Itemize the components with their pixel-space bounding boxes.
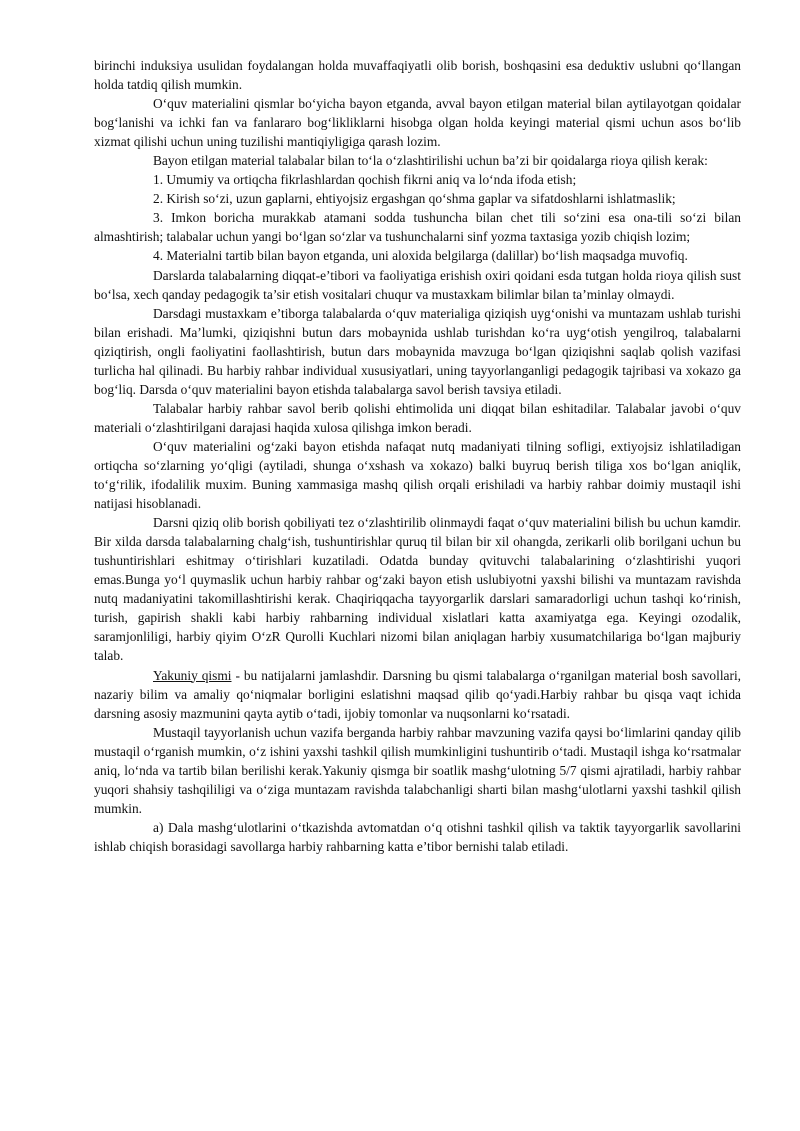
document-page (94, 56, 741, 856)
rule-item-4: 4. Materialni tartib bilan bayon etganda, uni aloxida belgilarga (dalillar) bo‘lish maqsadga muvofiq. (153, 248, 688, 264)
paragraph-questions: Talabalar harbiy rahbar savol berib qolishi ehtimolida uni diqqat bilan eshitadilar. Talabalar javobi o‘quv materiali o‘zlashtirilgani darajasi haqida xulosa qilishga imkon beradi. (94, 400, 741, 435)
paragraph-induction-method: birinchi induksiya usulidan foydalangan holda muvaffaqiyatli olib borish, boshqasini esa deduktiv uslubni qo‘llangan holda tatdiq qilish mumkin. (94, 58, 741, 93)
paragraph-final-part (94, 666, 741, 723)
paragraph-speech-culture: O‘quv materialini og‘zaki bayon etishda nafaqat nutq madaniyati tilning sofligi, extiyojsiz ishlatiladigan ortiqcha so‘zlarning yo‘qligi (aytiladi, shunga o‘xshash va xokazo) balki buyruq berish tiliga xos bo‘lgan aniqlik, to‘g‘rilik, ifodalilik muxim. Buning xammasiga mashq qilish orqali erishiladi va harbiy rahbar doimiy mustaqil ishi natijasi hisoblanadi. (94, 438, 741, 512)
paragraph-independent-work: Mustaqil tayyorlanish uchun vazifa berganda harbiy rahbar mavzuning vazifa qaysi bo‘limlarini qanday qilib mustaqil o‘rganish mumkin, o‘z ishini yaxshi tashkil qilish mumkinligini tushuntirib o‘tadi. Mustaqil ishga ko‘rsatmalar aniq, lo‘nda va tartib bilan berilishi kerak.Yakuniy qismga bir soatlik mashg‘ulotning 5/7 qismi ajratiladi, harbiy rahbar yuqori shahsiy tashqililigi va o‘ziga muntazam ravishda talabchanligi sharti bilan mashg‘ulotlarni yaxshi tashkil qilish mumkin. (94, 724, 741, 816)
paragraph-attention: Darslarda talabalarning diqqat-e’tibori va faoliyatiga erishish oxiri qoidani esda tutgan holda rioya qilish sust bo‘lsa, xech qanday pedagogik ta’sir etish vositalari chuqur va mustaxkam bilimlar bilan ta’minlay olmaydi. (94, 267, 741, 302)
paragraph-rules-intro: Bayon etilgan material talabalar bilan to‘la o‘zlashtirilishi uchun ba’zi bir qoidalarga rioya qilish kerak: (153, 153, 708, 169)
rule-item-2: 2. Kirish so‘zi, uzun gaplarni, ehtiyojsiz ergashgan qo‘shma gaplar va sifatdoshlarni ishlatmaslik; (153, 191, 676, 207)
rule-item-1: 1. Umumiy va ortiqcha fikrlashlardan qochish fikrni aniq va lo‘nda ifoda etish; (153, 172, 577, 188)
paragraph-interest: Darsdagi mustaxkam e’tiborga talabalarda o‘quv materialiga qiziqish uyg‘onishi va muntazam ushlab turishi bilan erishadi. Ma’lumki, qiziqishni butun dars mobaynida ushlab turishdan ko‘ra uyg‘otish yengilroq, talabalarni qiziqtirish, ongli faoliyatini faollashtirish, butun dars mobaynida mavzuga bo‘lgan qiziqishni saqlab qolish vazifasi turlicha hal qilinadi. Bu harbiy rahbar individual xususiyatlari, uning tayyorlanganligi pedagogik tajribasi va xokazo ga bog‘liq. Darsda o‘quv materialini bayon etishda talabalarga savol berish tavsiya etiladi. (94, 305, 741, 397)
paragraph-material-sequence: O‘quv materialini qismlar bo‘yicha bayon etganda, avval bayon etilgan material bilan aytilayotgan qoidalar bog‘lanishi va ichki fan va fanlararo bog‘likliklarni hisobga olgan holda keyingi material qismi uchun asos bo‘lib xizmat qilishi uchun uning tuzilishi mantiqiyligiga qarash lozim. (94, 96, 741, 150)
rule-item-3: 3. Imkon boricha murakkab atamani sodda tushuncha bilan chet tili so‘zini esa ona-tili so‘zi bilan almashtirish; talabalar uchun yangi bo‘lgan so‘zlar va tushunchalarni sinf yozma taxtasiga yozib chiqish lozim; (94, 210, 741, 245)
paragraph-teaching-skill: Darsni qiziq olib borish qobiliyati tez o‘zlashtirilib olinmaydi faqat o‘quv materialini bilish bu uchun kamdir. Bir xilda darsda talabalarning chalg‘ish, tushuntirishlar quruq til bilan bir xil ohangda, zerikarli olib borilgani uchun bu tushuntirishlari eshitmay o‘tirishlari kuzatiladi. Odatda bunday qvituvchi talabalarining o‘zlashtirishi yuqori emas.Bunga yo‘l quymaslik uchun harbiy rahbar og‘zaki bayon etish uslubiyotni yaxshi bilishi va muntazam ravishda nutq madaniyatini takomillashtirishi kerak. Chaqiriqqacha tayyorgarlik darslari samaradorligi uchun tashqi ko‘rinish, turish, gapirish shakli kabi harbiy rahbarning individual xislatlari katta axamiyatga ega. Keyingi ozodalik, saramjonliligi, harbiy qiyim O‘zR Qurolli Kuchlari nizomi bilan aniqlagan harbiy xusumatchilariga bo‘lgan majburiy talab. (94, 515, 741, 664)
paragraph-field-training: a) Dala mashg‘ulotlarini o‘tkazishda avtomatdan o‘q otishni tashkil qilish va taktik tayyorgarlik savollarini ishlab chiqish borasidagi savollarga harbiy rahbarning katta e’tibor bernishi talab etiladi. (94, 819, 741, 854)
final-part-heading: Yakuniy qismi (153, 667, 232, 683)
final-part-text: - bu natijalarni jamlashdir. Darsning bu qismi talabalarga o‘rganilgan material bosh savollari, nazariy bilim va amaliy qo‘niqmalar borligini eslatishni maqsad qilib qo‘yadi.Harbiy rahbar bu qisqa vaqt ichida darsning asosiy mazmunini qayta aytib o‘tadi, ijobiy tomonlar va nuqsonlarni ko‘rsatadi. (94, 667, 742, 721)
